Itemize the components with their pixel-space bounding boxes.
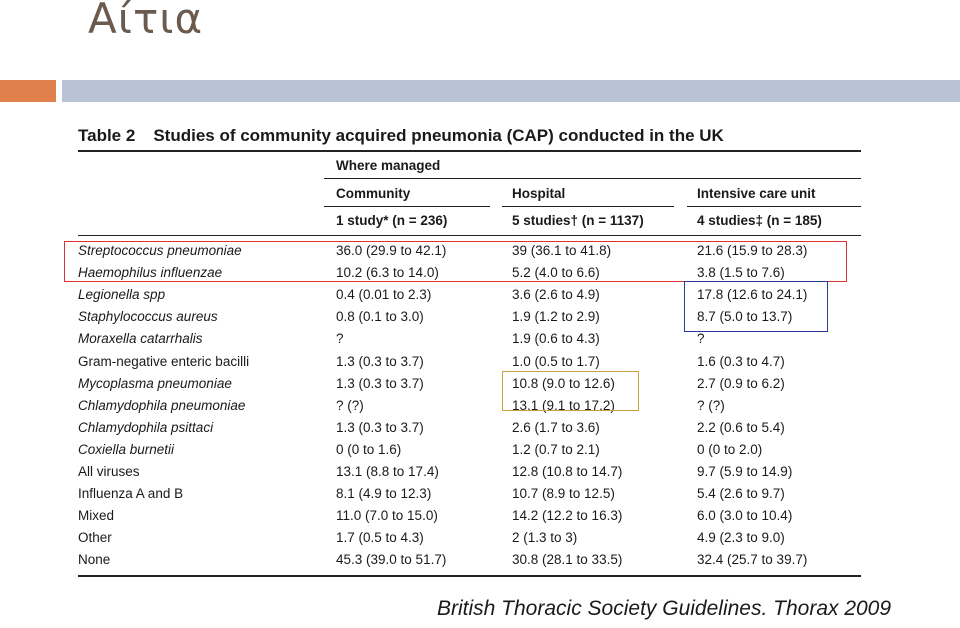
highlight-box-blue	[684, 281, 828, 332]
table-row	[78, 442, 860, 464]
icu-cell: 5.4 (2.6 to 9.7)	[697, 486, 785, 502]
table-row	[78, 354, 860, 376]
organism-cell: Mycoplasma pneumoniae	[78, 375, 232, 391]
icu-cell: 4.9 (2.3 to 9.0)	[697, 530, 785, 546]
community-cell: 1.7 (0.5 to 4.3)	[336, 530, 424, 546]
header-bottom-rule	[78, 235, 861, 236]
organism-cell: Moraxella catarrhalis	[78, 331, 203, 347]
hospital-cell: 3.6 (2.6 to 4.9)	[512, 287, 600, 303]
icu-cell: 2.7 (0.9 to 6.2)	[697, 375, 785, 391]
hospital-cell: 1.0 (0.5 to 1.7)	[512, 353, 600, 369]
hospital-cell: 5.2 (4.0 to 6.6)	[512, 265, 600, 281]
studies-icu: 4 studies‡ (n = 185)	[697, 213, 822, 228]
citation: British Thoracic Society Guidelines. Thorax 2009	[437, 597, 892, 620]
subheader-rule-community	[324, 206, 490, 207]
hospital-cell: 1.2 (0.7 to 2.1)	[512, 441, 600, 457]
hospital-cell: 39 (36.1 to 41.8)	[512, 243, 612, 258]
community-cell: 0.4 (0.01 to 2.3)	[336, 287, 432, 303]
organism-cell: Coxiella burnetii	[78, 441, 175, 457]
community-cell: 10.2 (6.3 to 14.0)	[336, 265, 439, 281]
community-cell: 11.0 (7.0 to 15.0)	[336, 508, 438, 524]
community-cell: 45.3 (39.0 to 51.7)	[336, 552, 447, 568]
table-caption-text: Studies of community acquired pneumonia (CAP) conducted in the UK	[153, 126, 724, 145]
subheader-rule-hospital	[502, 206, 674, 207]
studies-hospital: 5 studies† (n = 1137)	[512, 213, 644, 228]
community-cell: 8.1 (4.9 to 12.3)	[336, 486, 432, 502]
hospital-cell: 1.9 (1.2 to 2.9)	[512, 309, 600, 325]
organism-cell: Mixed	[78, 508, 115, 524]
icu-cell: 8.7 (5.0 to 13.7)	[697, 309, 793, 325]
accent-bar-orange	[0, 80, 56, 102]
hospital-cell: 10.8 (9.0 to 12.6)	[512, 375, 615, 391]
organism-cell: None	[78, 552, 111, 568]
header-hospital: Hospital	[512, 186, 566, 201]
community-cell: 0.8 (0.1 to 3.0)	[336, 309, 424, 325]
table-bottom-rule	[78, 575, 861, 577]
community-cell: ? (?)	[336, 397, 364, 413]
hospital-cell: 2 (1.3 to 3)	[512, 530, 578, 546]
organism-cell: Chlamydophila psittaci	[78, 419, 214, 435]
organism-cell: Staphylococcus aureus	[78, 309, 218, 325]
header-community: Community	[336, 186, 411, 201]
table-row	[78, 376, 860, 398]
where-managed-header: Where managed	[336, 158, 441, 173]
slide-title: Αίτια	[88, 0, 204, 43]
table-top-rule	[78, 150, 861, 152]
icu-cell: ?	[697, 331, 705, 347]
organism-cell: Legionella spp	[78, 287, 166, 303]
organism-cell: All viruses	[78, 464, 140, 479]
organism-cell: Haemophilus influenzae	[78, 265, 223, 281]
community-cell: 13.1 (8.8 to 17.4)	[336, 464, 439, 479]
icu-cell: 3.8 (1.5 to 7.6)	[697, 265, 785, 281]
community-cell: 1.3 (0.3 to 3.7)	[336, 353, 424, 369]
icu-cell: 6.0 (3.0 to 10.4)	[697, 508, 793, 524]
organism-cell: Other	[78, 530, 112, 546]
table-row	[78, 420, 860, 442]
highlight-box-gold	[502, 371, 639, 411]
icu-cell: 21.6 (15.9 to 28.3)	[697, 243, 808, 258]
community-cell: 1.3 (0.3 to 3.7)	[336, 419, 424, 435]
icu-cell: ? (?)	[697, 397, 725, 413]
accent-bar-blue	[62, 80, 960, 102]
table-number: Table 2	[78, 126, 136, 145]
community-cell: 36.0 (29.9 to 42.1)	[336, 243, 447, 258]
hospital-cell: 14.2 (12.2 to 16.3)	[512, 508, 623, 524]
header-icu: Intensive care unit	[697, 186, 816, 201]
subheader-rule-icu	[687, 206, 861, 207]
hospital-cell: 30.8 (28.1 to 33.5)	[512, 552, 623, 568]
icu-cell: 0 (0 to 2.0)	[697, 441, 763, 457]
icu-cell: 32.4 (25.7 to 39.7)	[697, 552, 808, 568]
community-cell: 1.3 (0.3 to 3.7)	[336, 375, 424, 391]
highlight-box-red	[64, 241, 847, 282]
table-row	[78, 398, 860, 420]
icu-cell: 1.6 (0.3 to 4.7)	[697, 353, 785, 369]
table-row	[78, 530, 860, 552]
table-row	[78, 552, 860, 574]
table-row	[78, 464, 860, 486]
community-cell: 0 (0 to 1.6)	[336, 441, 402, 457]
table-row	[78, 508, 860, 530]
icu-cell: 2.2 (0.6 to 5.4)	[697, 419, 785, 435]
organism-cell: Streptococcus pneumoniae	[78, 243, 242, 258]
icu-cell: 9.7 (5.9 to 14.9)	[697, 464, 793, 479]
table-row	[78, 486, 860, 508]
icu-cell: 17.8 (12.6 to 24.1)	[697, 287, 808, 303]
hospital-cell: 1.9 (0.6 to 4.3)	[512, 331, 600, 347]
hospital-cell: 13.1 (9.1 to 17.2)	[512, 397, 615, 413]
table-caption	[78, 126, 724, 146]
hospital-cell: 10.7 (8.9 to 12.5)	[512, 486, 615, 502]
hospital-cell: 2.6 (1.7 to 3.6)	[512, 419, 600, 435]
hospital-cell: 12.8 (10.8 to 14.7)	[512, 464, 623, 479]
group-header-rule	[324, 178, 861, 179]
table-row	[78, 331, 860, 353]
community-cell: ?	[336, 331, 344, 347]
organism-cell: Chlamydophila pneumoniae	[78, 397, 246, 413]
organism-cell: Influenza A and B	[78, 486, 184, 502]
studies-community: 1 study* (n = 236)	[336, 213, 448, 228]
organism-cell: Gram-negative enteric bacilli	[78, 353, 250, 369]
